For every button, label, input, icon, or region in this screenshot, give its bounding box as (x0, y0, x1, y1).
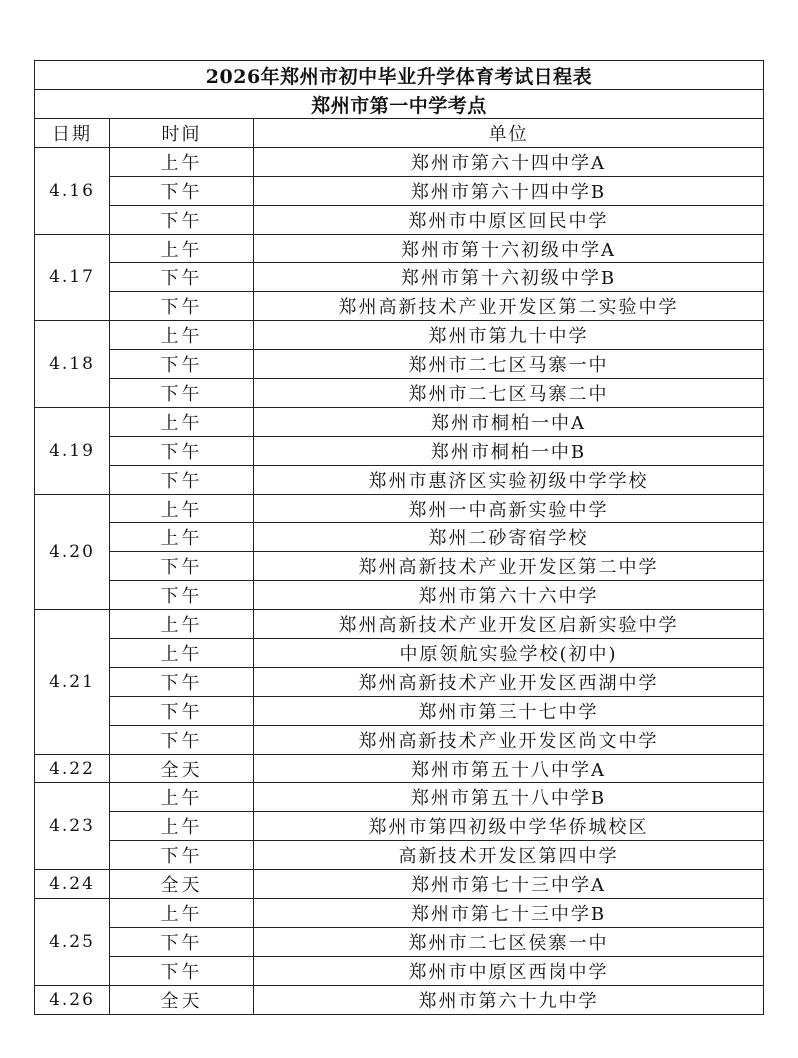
time-cell: 下午 (110, 350, 254, 379)
unit-cell: 郑州市中原区西岗中学 (254, 956, 764, 985)
table-row (35, 407, 764, 436)
unit-cell: 郑州市桐柏一中A (254, 407, 764, 436)
table-row (35, 927, 764, 956)
date-cell: 4.25 (35, 899, 110, 986)
time-cell: 全天 (110, 754, 254, 783)
time-cell: 下午 (110, 176, 254, 205)
date-cell: 4.16 (35, 147, 110, 234)
date-cell: 4.18 (35, 321, 110, 408)
table-row (35, 147, 764, 176)
date-cell: 4.19 (35, 407, 110, 494)
unit-cell: 郑州市第四初级中学华侨城校区 (254, 812, 764, 841)
table-row (35, 985, 764, 1014)
date-cell: 4.24 (35, 870, 110, 899)
unit-cell: 高新技术开发区第四中学 (254, 841, 764, 870)
table-row (35, 292, 764, 321)
unit-cell: 郑州高新技术产业开发区尚文中学 (254, 725, 764, 754)
table-row (35, 465, 764, 494)
time-cell: 下午 (110, 552, 254, 581)
unit-cell: 郑州二砂寄宿学校 (254, 523, 764, 552)
table-row (35, 667, 764, 696)
header-unit: 单位 (254, 119, 764, 148)
time-cell: 下午 (110, 725, 254, 754)
unit-cell: 郑州市第十六初级中学A (254, 234, 764, 263)
time-cell: 上午 (110, 812, 254, 841)
table-row (35, 205, 764, 234)
time-cell: 下午 (110, 263, 254, 292)
time-cell: 上午 (110, 234, 254, 263)
table-row (35, 379, 764, 408)
table-row (35, 494, 764, 523)
time-cell: 上午 (110, 523, 254, 552)
table-row (35, 725, 764, 754)
date-cell: 4.22 (35, 754, 110, 783)
date-cell: 4.26 (35, 985, 110, 1014)
table-row (35, 639, 764, 668)
table-row (35, 436, 764, 465)
unit-cell: 中原领航实验学校(初中) (254, 639, 764, 668)
unit-cell: 郑州高新技术产业开发区第二实验中学 (254, 292, 764, 321)
date-cell: 4.21 (35, 610, 110, 754)
table-row (35, 870, 764, 899)
unit-cell: 郑州市中原区回民中学 (254, 205, 764, 234)
date-cell: 4.17 (35, 234, 110, 321)
table-row (35, 610, 764, 639)
table-row (35, 552, 764, 581)
time-cell: 下午 (110, 379, 254, 408)
table-row (35, 263, 764, 292)
unit-cell: 郑州市二七区马寨一中 (254, 350, 764, 379)
time-cell: 上午 (110, 639, 254, 668)
time-cell: 全天 (110, 985, 254, 1014)
table-row (35, 812, 764, 841)
time-cell: 上午 (110, 321, 254, 350)
time-cell: 下午 (110, 292, 254, 321)
table-row (35, 841, 764, 870)
unit-cell: 郑州市第三十七中学 (254, 696, 764, 725)
unit-cell: 郑州高新技术产业开发区启新实验中学 (254, 610, 764, 639)
time-cell: 全天 (110, 870, 254, 899)
header-time: 时间 (110, 119, 254, 148)
time-cell: 上午 (110, 899, 254, 928)
time-cell: 上午 (110, 494, 254, 523)
time-cell: 上午 (110, 147, 254, 176)
table-subtitle: 郑州市第一中学考点 (35, 90, 764, 119)
table-row (35, 176, 764, 205)
date-cell: 4.20 (35, 494, 110, 610)
unit-cell: 郑州市第五十八中学A (254, 754, 764, 783)
unit-cell: 郑州市惠济区实验初级中学学校 (254, 465, 764, 494)
time-cell: 下午 (110, 956, 254, 985)
time-cell: 上午 (110, 407, 254, 436)
time-cell: 下午 (110, 927, 254, 956)
time-cell: 下午 (110, 696, 254, 725)
table-row (35, 783, 764, 812)
time-cell: 下午 (110, 465, 254, 494)
unit-cell: 郑州市二七区马寨二中 (254, 379, 764, 408)
time-cell: 上午 (110, 610, 254, 639)
table-row (35, 956, 764, 985)
table-row (35, 754, 764, 783)
unit-cell: 郑州市第十六初级中学B (254, 263, 764, 292)
date-cell: 4.23 (35, 783, 110, 870)
table-row (35, 350, 764, 379)
unit-cell: 郑州高新技术产业开发区西湖中学 (254, 667, 764, 696)
time-cell: 下午 (110, 205, 254, 234)
unit-cell: 郑州市第六十四中学A (254, 147, 764, 176)
table-row (35, 899, 764, 928)
unit-cell: 郑州市桐柏一中B (254, 436, 764, 465)
table-title: 2026年郑州市初中毕业升学体育考试日程表 (35, 61, 764, 90)
unit-cell: 郑州市第七十三中学B (254, 899, 764, 928)
table-row (35, 696, 764, 725)
time-cell: 下午 (110, 581, 254, 610)
time-cell: 下午 (110, 436, 254, 465)
table-row (35, 523, 764, 552)
unit-cell: 郑州高新技术产业开发区第二中学 (254, 552, 764, 581)
schedule-table (34, 60, 764, 1015)
time-cell: 下午 (110, 841, 254, 870)
unit-cell: 郑州市第六十四中学B (254, 176, 764, 205)
unit-cell: 郑州一中高新实验中学 (254, 494, 764, 523)
table-row (35, 321, 764, 350)
time-cell: 上午 (110, 783, 254, 812)
unit-cell: 郑州市第五十八中学B (254, 783, 764, 812)
header-date: 日期 (35, 119, 110, 148)
table-row (35, 234, 764, 263)
unit-cell: 郑州市第九十中学 (254, 321, 764, 350)
time-cell: 下午 (110, 667, 254, 696)
unit-cell: 郑州市第六十六中学 (254, 581, 764, 610)
unit-cell: 郑州市第六十九中学 (254, 985, 764, 1014)
unit-cell: 郑州市二七区侯寨一中 (254, 927, 764, 956)
unit-cell: 郑州市第七十三中学A (254, 870, 764, 899)
table-row (35, 581, 764, 610)
